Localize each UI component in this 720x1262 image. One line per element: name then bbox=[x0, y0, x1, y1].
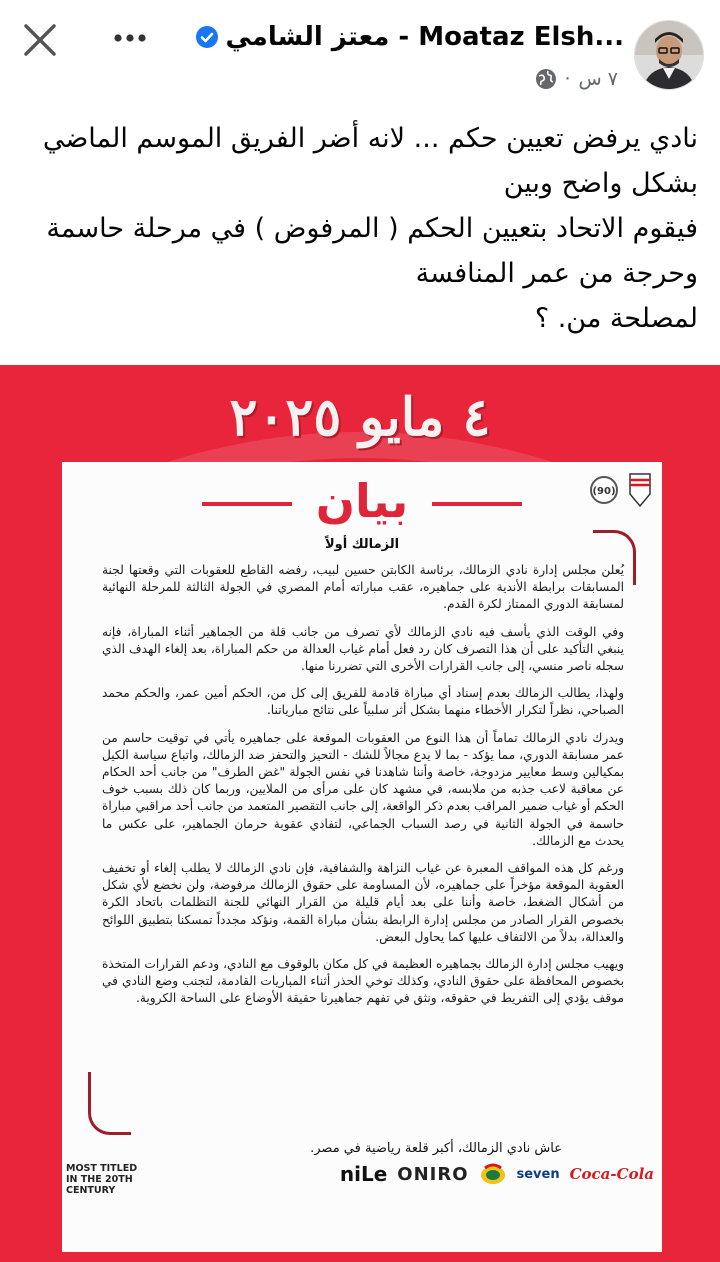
statement-title: بيان bbox=[315, 474, 409, 528]
more-options-button[interactable] bbox=[108, 18, 152, 62]
verified-badge-icon bbox=[195, 25, 219, 49]
post-line: وحرجة من عمر المنافسة bbox=[415, 258, 698, 289]
close-button[interactable] bbox=[18, 18, 62, 62]
globe-icon bbox=[535, 68, 557, 90]
frame-corner-bottom-left bbox=[88, 1072, 131, 1135]
sponsor-logos bbox=[340, 1162, 654, 1186]
close-icon bbox=[18, 18, 62, 62]
statement-paragraph: ولهذا، يطالب الزمالك بعدم إسناد أي مباراة قادمة للفريق إلى كل من، الحكم أمين عمر، والحكم محمد الصباحي، نظراً لتكرار الأخطاء منهما بشكل أثر سلبياً على نتائج مبارياتنا. bbox=[102, 686, 624, 718]
svg-text:(90): (90) bbox=[592, 486, 616, 497]
most-titled-badge bbox=[66, 1163, 137, 1196]
meta-separator: · bbox=[564, 68, 571, 90]
date-title: ٤ مايو ٢٠٢٥ bbox=[229, 387, 491, 448]
post-time[interactable]: ٧ س bbox=[578, 68, 618, 90]
coca-cola-logo: Coca-Cola bbox=[569, 1165, 654, 1183]
post-line: لمصلحة من. ؟ bbox=[534, 303, 698, 334]
author-line bbox=[195, 22, 624, 52]
statement-signoff: عاش نادي الزمالك، أكبر قلعة رياضية في مصر. bbox=[310, 1141, 562, 1156]
statement-subtitle: الزمالك أولاً bbox=[324, 537, 400, 552]
title-line-right bbox=[432, 502, 522, 506]
author-name[interactable]: معتز الشامي - Moataz Elsh... bbox=[225, 22, 624, 52]
post-line: بشكل واضح وبين bbox=[503, 168, 698, 199]
post-image[interactable] bbox=[0, 365, 720, 1262]
oniro-logo: ONIRO bbox=[397, 1163, 469, 1185]
most-titled-line: IN THE 20TH bbox=[66, 1174, 133, 1185]
statement-paragraph: ورغم كل هذه المواقف المعبرة عن غياب النزاهة والشفافية، فإن نادي الزمالك لا يطلب إلغاء أو تخفيف العقوبة الموقعة مؤخراً على جماهيره، لأن المساومة على حقوق الزمالك مرفوضة، ولن نخضع لأي شكل من أشكال الضغط، خاصة وأننا على بعد أيام قليلة من القرار النهائي للجنة التظلمات باتحاد الكرة بخصوص القرار الصادر من مجلس إدارة الرابطة بشأن مباراة القمة، ونؤكد مجدداً تمسكنا بتطبيق اللوائح والعدالة، بدلاً من الالتفاف عليها كما يحاول البعض. bbox=[102, 861, 624, 944]
seven-logo: seven bbox=[516, 1166, 560, 1182]
statement-paragraph: ويدرك نادي الزمالك تماماً أن هذا النوع من العقوبات الموقعة على جماهيره يأتي في توقيت حاسم من عمر مسابقة الدوري، مما يؤكد - بما لا يدع مجالاً للشك - التحيز والتحفز ضد الزمالك، واتباع سياسة الكيل بمكيالين وسط معايير مزدوجة، خاصة وأننا شاهدنا في نفس الجولة "غض الطرف" من جانب أحد الحكام عن معاقبة لاعب جذبه من ملابسه، في مشهد كان على مرأى من الملايين، وربما كان ذلك بسبب خوف الحكم أو غياب ضمير المراقب بعدم ذكر الواقعة، إلى جانب التقصير المتعمد من جانب أحد مراقبي مباراة حاسمة في الجولة الثانية في رصد السباب الجماعي، لتفادي عقوبة حرمان الجماهير، على عكس ما يحدث مع الزمالك. bbox=[102, 730, 624, 848]
avatar-image bbox=[635, 21, 703, 89]
statement-paragraph: ويهيب مجلس إدارة الزمالك بجماهيره العظيمة في كل مكان بالوقوف مع النادي، ودعم القرارات المتخذة بخصوص المحافظة على حقوق النادي، وكذلك توخي الحذر أثناء المباريات القادمة، لتجنب وضع النادي في موقف يؤدي إلى التفريط في حقوقه، ونثق في تفهم جماهيرنا حقيقة الأوضاع على الساحة الكروية. bbox=[102, 957, 624, 1006]
post-line: فيقوم الاتحاد بتعيين الحكم ( المرفوض ) في مرحلة حاسمة bbox=[46, 213, 698, 244]
most-titled-line: MOST TITLED bbox=[66, 1163, 138, 1174]
post-header bbox=[0, 0, 720, 90]
sponsor-emblem-icon bbox=[479, 1163, 507, 1185]
most-titled-line: CENTURY bbox=[66, 1185, 116, 1196]
author-avatar[interactable] bbox=[634, 20, 704, 90]
statement-paper bbox=[62, 462, 662, 1252]
more-icon bbox=[108, 18, 152, 62]
statement-paragraph: وفي الوقت الذي يأسف فيه نادي الزمالك لأي تصرف من جانب قلة من الجماهير أثناء المباراة، فإنه ينبغي التأكيد على أن هذا التصرف كان رد فعل أمام غياب العدالة من حكم المباراة، بعد إلغاء الهدف الذي سجله ناصر منسي، إلى جانب القرارات الأخرى التي تضررنا منها. bbox=[102, 624, 624, 674]
statement-body bbox=[102, 562, 624, 1018]
nile-logo: niLe bbox=[339, 1162, 388, 1186]
post-line: نادي يرفض تعيين حكم ... لانه أضر الفريق الموسم الماضي bbox=[42, 123, 698, 154]
post-meta bbox=[535, 68, 619, 90]
post-text bbox=[18, 116, 698, 341]
statement-paragraph: يُعلن مجلس إدارة نادي الزمالك، برئاسة الكابتن حسين لبيب، رفضه القاطع للعقوبات التي وقعتها لجنة المسابقات برابطة الأندية على جماهيره، عقب مباراته أمام المصري في الجولة الثالثة للمرحلة النهائية لمسابقة الدوري الممتاز لكرة القدم. bbox=[102, 563, 624, 612]
